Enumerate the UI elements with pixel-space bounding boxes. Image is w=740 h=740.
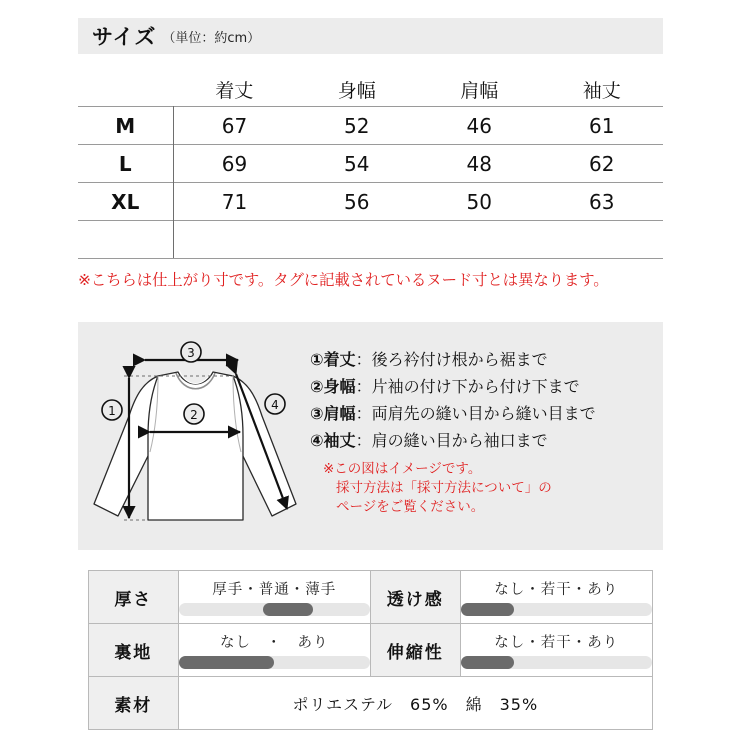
legend-term: 着丈 <box>323 350 356 369</box>
marker-1 <box>102 400 122 420</box>
legend-num: ④ <box>310 431 324 450</box>
gauge-track <box>461 656 652 669</box>
legend-num: ③ <box>310 404 324 423</box>
marker-3 <box>181 342 201 362</box>
cell-length: 71 <box>173 183 296 221</box>
unit-note: （単位：約cm） <box>162 30 261 46</box>
disclaimer-line-1: ※この図はイメージです。 <box>323 461 482 477</box>
fit-size-notice: ※こちらは仕上がり寸です。タグに記載されているヌード寸とは異なります。 <box>78 271 609 289</box>
legend-item-sleeve-length <box>310 427 655 454</box>
marker-4 <box>265 394 285 414</box>
page-title: サイズ <box>92 25 157 49</box>
legend-sep: ： <box>355 350 372 369</box>
size-table <box>78 72 663 259</box>
legend-item-shoulder-width <box>310 400 655 427</box>
legend-num: ② <box>310 377 324 396</box>
shirt-diagram-icon <box>88 332 303 540</box>
cell-shoulder: 50 <box>418 183 541 221</box>
cell-shoulder: 48 <box>418 145 541 183</box>
gauge-track <box>179 603 370 616</box>
attr-value-sheerness <box>460 571 652 624</box>
cell-sleeve: 62 <box>541 145 664 183</box>
material-composition: ポリエステル 65% 綿 35% <box>292 694 539 714</box>
attr-label-thickness: 厚さ <box>89 571 179 624</box>
legend-desc: 片袖の付け下から付け下まで <box>371 377 580 396</box>
legend-num: ① <box>310 350 324 369</box>
cell-length: 69 <box>173 145 296 183</box>
attr-label-lining: 裏地 <box>89 624 179 677</box>
table-row <box>78 145 663 183</box>
marker-2 <box>184 404 204 424</box>
legend-desc: 後ろ衿付け根から裾まで <box>371 350 548 369</box>
svg-text:4: 4 <box>271 398 279 412</box>
empty-cell <box>418 221 541 259</box>
cell-length: 67 <box>173 107 296 145</box>
attr-row-material <box>89 677 653 730</box>
column-header-length: 着丈 <box>215 79 254 102</box>
attr-label-stretch: 伸縮性 <box>370 624 460 677</box>
attr-label-sheerness: 透け感 <box>370 571 460 624</box>
gauge-options-stretch: なし・若干・あり <box>494 635 619 651</box>
legend-item-chest-width <box>310 373 655 400</box>
legend-desc: 両肩先の縫い目から縫い目まで <box>371 404 596 423</box>
empty-cell <box>173 221 296 259</box>
legend-sep: ： <box>355 377 372 396</box>
table-row-empty <box>78 221 663 259</box>
gauge-options-sheerness: なし・若干・あり <box>494 582 619 598</box>
gauge-track <box>461 603 652 616</box>
empty-cell <box>541 221 664 259</box>
measurement-diagram-panel <box>78 322 663 550</box>
column-header-chest: 身幅 <box>337 79 376 102</box>
legend-desc: 肩の縫い目から袖口まで <box>371 431 548 450</box>
svg-text:2: 2 <box>190 408 198 422</box>
gauge-knob <box>461 656 515 669</box>
attributes-table <box>88 570 653 730</box>
gauge-stretch <box>461 631 652 669</box>
section-header-size <box>78 18 663 54</box>
gauge-knob <box>179 656 275 669</box>
svg-text:1: 1 <box>108 404 116 418</box>
cell-sleeve: 61 <box>541 107 664 145</box>
row-size-label: XL <box>78 183 173 221</box>
cell-chest: 54 <box>296 145 419 183</box>
column-header-shoulder: 肩幅 <box>460 79 499 102</box>
gauge-options-thickness: 厚手・普通・薄手 <box>212 582 337 598</box>
row-size-label: M <box>78 107 173 145</box>
size-table-header-row <box>78 72 663 107</box>
gauge-sheerness <box>461 578 652 616</box>
cell-sleeve: 63 <box>541 183 664 221</box>
measurement-legend <box>310 346 655 517</box>
attr-row-lining-stretch <box>89 624 653 677</box>
attr-value-thickness <box>178 571 370 624</box>
legend-sep: ： <box>355 404 372 423</box>
svg-text:3: 3 <box>187 346 195 360</box>
cell-chest: 52 <box>296 107 419 145</box>
attr-value-lining <box>178 624 370 677</box>
legend-term: 袖丈 <box>323 431 356 450</box>
column-header-sleeve: 袖丈 <box>582 79 621 102</box>
column-header-size <box>78 72 173 107</box>
legend-item-body-length <box>310 346 655 373</box>
table-row <box>78 183 663 221</box>
attr-value-material <box>178 677 652 730</box>
cell-chest: 56 <box>296 183 419 221</box>
legend-sep: ： <box>355 431 372 450</box>
cell-shoulder: 46 <box>418 107 541 145</box>
empty-cell <box>296 221 419 259</box>
gauge-track <box>179 656 370 669</box>
diagram-disclaimer <box>310 460 655 517</box>
empty-size-cell <box>78 221 173 259</box>
attr-row-thickness-sheerness <box>89 571 653 624</box>
attr-value-stretch <box>460 624 652 677</box>
gauge-options-lining: なし ・ あり <box>220 635 329 651</box>
legend-term: 肩幅 <box>323 404 356 423</box>
gauge-lining <box>179 631 370 669</box>
disclaimer-line-3: ページをご覧ください。 <box>336 499 485 515</box>
gauge-knob <box>461 603 515 616</box>
legend-term: 身幅 <box>323 377 356 396</box>
table-row <box>78 107 663 145</box>
gauge-thickness <box>179 578 370 616</box>
disclaimer-line-2: 採寸方法は「採寸方法について」の <box>336 480 552 496</box>
row-size-label: L <box>78 145 173 183</box>
attr-label-material: 素材 <box>89 677 179 730</box>
gauge-knob <box>263 603 313 616</box>
